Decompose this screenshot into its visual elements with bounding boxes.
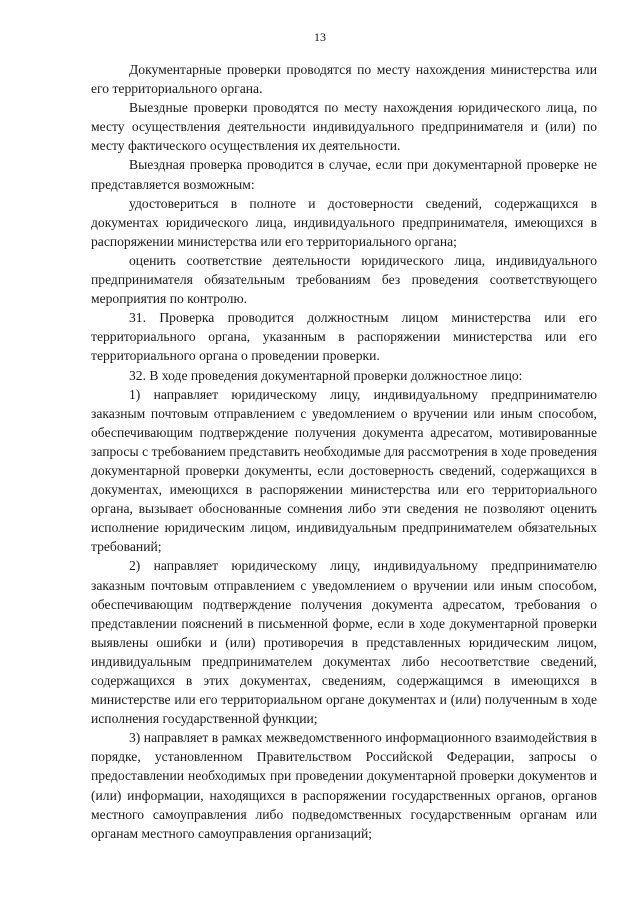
- paragraph-item-32: 32. В ходе проведения документарной проверки должностное лицо:: [129, 367, 523, 383]
- paragraph-subitem-3: 3) направляет в рамках межведомственного информационного взаимодействия в порядке, установленном Правительством Российской Федерации, запросы о предоставлении необходимых при проведении документарной проверки документов и (или) информации, находящихся в распоряжении государственных органов, органов местного самоуправления либо подведомственных государственным органам или органам местного самоуправления организаций;: [91, 730, 597, 841]
- paragraph-item-31: 31. Проверка проводится должностным лицом министерства или его территориального органа, указанным в распоряжении министерства или его территориального органа о проведении проверки.: [91, 310, 597, 364]
- paragraph-subitem-1: 1) направляет юридическому лицу, индивидуальному предпринимателю заказным почтовым отправлением с уведомлением о вручении или иным способом, обеспечивающим подтверждение получения документа адресатом, мотивированные запросы с требованием представить необходимые для рассмотрения в ходе проведения документарной проверки документы, если достоверность сведений, содержащихся в документах, имеющихся в распоряжении министерства или его территориального органа, вызывает обоснованные сомнения либо эти сведения не позволяют оценить исполнение юридическим лицом, индивидуальным предпринимателем обязательных требований;: [91, 386, 597, 555]
- paragraph-field-check-conditions: Выездная проверка проводится в случае, если при документарной проверке не представляется возможным:: [91, 157, 597, 192]
- paragraph-subitem-2: 2) направляет юридическому лицу, индивидуальному предпринимателю заказным почтовым отправлением с уведомлением о вручении или иным способом, обеспечивающим подтверждение получения документа адресатом, требования о представлении пояснений в письменной форме, если в ходе документарной проверки выявлены ошибки и (или) противоречия в представленных юридическим лицом, индивидуальным предпринимателем документах либо несоответствие сведений, содержащихся в этих документах, сведениям, содержащимся в имеющихся в министерстве или его территориальном органе документах и (или) полученным в ходе исполнения государственной функции;: [91, 558, 597, 727]
- paragraph-assess-compliance: оценить соответствие деятельности юридического лица, индивидуального предпринимателя обязательным требованиям без проведения соответствующего мероприятия по контролю.: [91, 252, 597, 307]
- paragraph-field-checks-location: Выездные проверки проводятся по месту нахождения юридического лица, по месту осуществления деятельности индивидуального предпринимателя и (или) по месту фактического осуществления их деятельности.: [91, 100, 597, 154]
- paragraph-documentary-checks-location: Документарные проверки проводятся по месту нахождения министерства или его территориального органа.: [91, 62, 597, 97]
- paragraph-verify-completeness: удостовериться в полноте и достоверности сведений, содержащихся в документах юридического лица, индивидуального предпринимателя, имеющихся в распоряжении министерства или его территориального органа;: [91, 195, 597, 249]
- page-number: 13: [314, 30, 326, 44]
- document-body: [91, 60, 597, 843]
